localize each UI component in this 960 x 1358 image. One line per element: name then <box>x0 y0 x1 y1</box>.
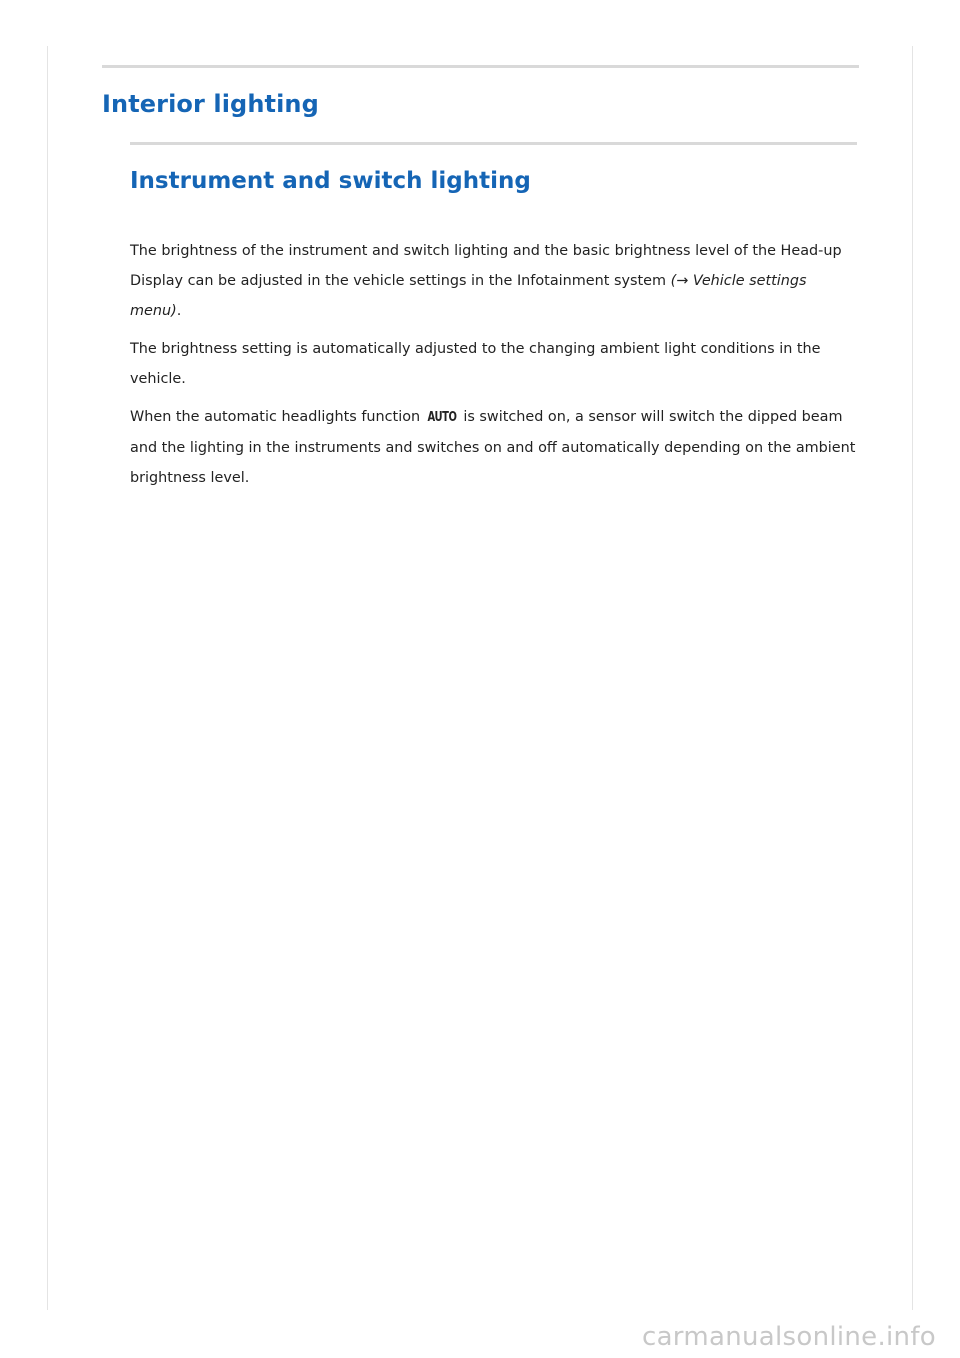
paragraph-brightness-adjustment <box>130 236 858 326</box>
paragraph-auto-headlights <box>130 402 858 493</box>
subsection-title: Instrument and switch lighting <box>130 168 531 194</box>
paragraph-text: is switched on, a sensor will switch the dipped beam and the lighting in the instruments and switches on and off automatically depending on the ambient brightness level. <box>130 409 856 486</box>
paragraph-text: When the automatic headlights function <box>130 409 425 425</box>
left-margin-line <box>47 46 48 1310</box>
xref-text: Vehicle settings menu) <box>130 273 807 319</box>
right-margin-line <box>912 46 913 1310</box>
auto-headlights-icon: AUTO <box>427 410 457 425</box>
body-content <box>130 236 858 501</box>
paragraph-automatic-adjustment: The brightness setting is automatically adjusted to the changing ambient light conditions in the vehicle. <box>130 341 821 387</box>
xref-open: ( <box>670 273 677 289</box>
paragraph-end: . <box>176 303 182 319</box>
section-divider <box>102 65 859 68</box>
subsection-divider <box>130 142 857 145</box>
watermark: carmanualsonline.info <box>641 1322 936 1352</box>
paragraph-text: The brightness of the instrument and switch lighting and the basic brightness level of the Head-up Display can be adjusted in the vehicle settings in the Infotainment system <box>130 243 842 289</box>
arrow-right-icon: → <box>676 273 689 289</box>
section-title: Interior lighting <box>102 90 319 118</box>
